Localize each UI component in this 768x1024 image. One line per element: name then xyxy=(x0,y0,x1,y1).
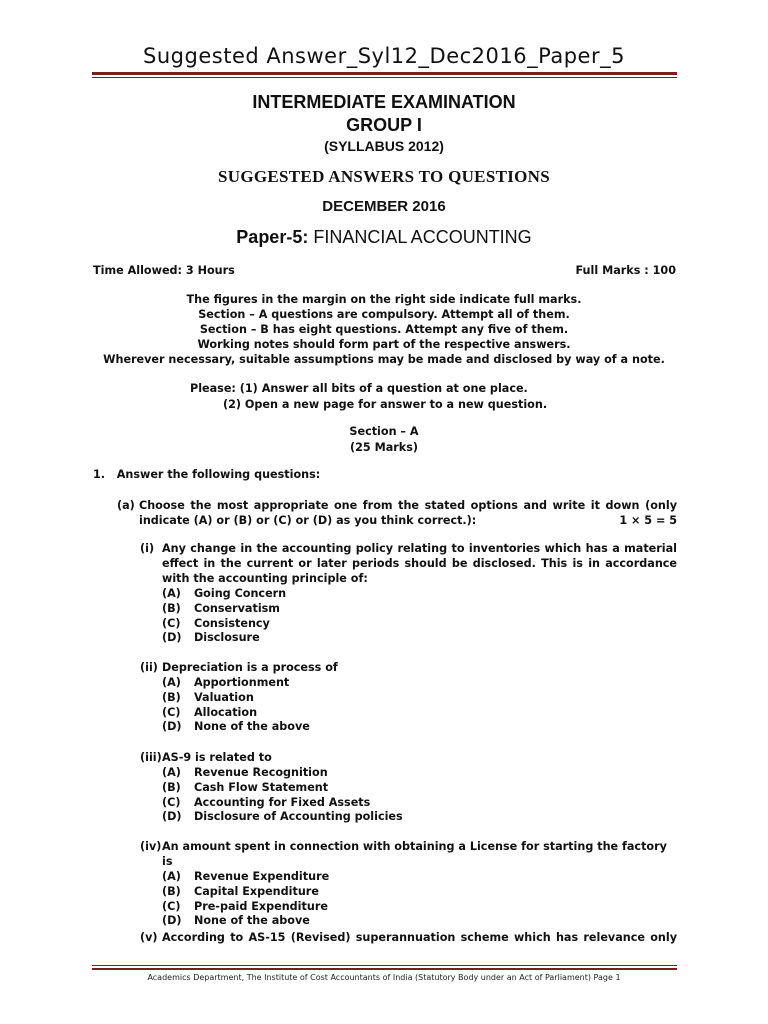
page-footer: Academics Department, The Institute of Cost Accountants of India (Statutory Body under an Act of Parliament) Page 1 xyxy=(147,973,621,982)
option-key: (A) xyxy=(162,766,181,779)
option-text: Allocation xyxy=(194,705,258,719)
running-head: Suggested Answer_Syl12_Dec2016_Paper_5 xyxy=(143,44,625,68)
option-text: Capital Expenditure xyxy=(194,884,319,898)
mcq-stem-line: with the accounting principle of: xyxy=(162,572,368,585)
header-rule-thin xyxy=(92,77,677,78)
option-key: (C) xyxy=(162,795,181,809)
paper-title xyxy=(0,227,768,248)
mcq-options xyxy=(140,869,677,928)
mcq-number: (iv) xyxy=(140,840,162,853)
mcq-option xyxy=(162,884,677,899)
option-text: Revenue Recognition xyxy=(194,766,328,779)
option-text: Disclosure xyxy=(194,631,260,645)
instruction-line: Wherever necessary, suitable assumptions may be made and disclosed by way of a note. xyxy=(103,353,665,366)
paper-prefix: Paper-5: xyxy=(236,227,314,247)
option-text: Consistency xyxy=(194,616,270,630)
option-key: (D) xyxy=(162,720,182,734)
instruction-line: Section – A questions are compulsory. Attempt all of them. xyxy=(198,308,570,321)
question-1a xyxy=(117,498,677,528)
mcq-option xyxy=(162,719,677,734)
option-key: (D) xyxy=(162,810,182,824)
option-key: (C) xyxy=(162,705,181,719)
instruction-line: The figures in the margin on the right side indicate full marks. xyxy=(186,293,582,306)
mcq-stem-line: Depreciation is a process of xyxy=(162,661,338,674)
mcq-number: (ii) xyxy=(140,661,158,674)
mcq-stem-line: According to AS-15 (Revised) superannuation scheme which has relevance only xyxy=(162,931,677,944)
please-note xyxy=(190,381,547,413)
question-1a-label: (a) xyxy=(117,499,135,512)
please-line-1: Please: (1) Answer all bits of a question at one place. xyxy=(190,382,528,395)
option-text: Disclosure of Accounting policies xyxy=(194,810,403,824)
mcq-item-v xyxy=(140,930,677,945)
mcq-option xyxy=(162,795,677,810)
option-key: (D) xyxy=(162,914,182,928)
option-text: Pre-paid Expenditure xyxy=(194,899,328,913)
mcq-options xyxy=(140,586,677,645)
mcq-item-iii xyxy=(140,750,677,824)
option-key: (B) xyxy=(162,690,181,704)
mcq-option xyxy=(162,616,677,631)
mcq-option xyxy=(162,630,677,645)
option-key: (A) xyxy=(162,676,181,689)
mcq-stem-line: effect in the current or later periods should be disclosed. This is in accordance xyxy=(162,557,677,570)
session-title: DECEMBER 2016 xyxy=(322,198,446,215)
header-rule xyxy=(92,72,677,75)
mcq-option xyxy=(162,586,677,601)
section-heading xyxy=(0,424,768,456)
mcq-option xyxy=(162,601,677,616)
section-title: Section – A xyxy=(349,425,419,438)
group-title: GROUP I xyxy=(346,115,422,135)
mcq-number: (i) xyxy=(140,542,155,555)
mcq-option xyxy=(162,809,677,824)
mcq-option xyxy=(162,899,677,914)
full-marks: Full Marks : 100 xyxy=(575,264,676,277)
option-key: (C) xyxy=(162,899,181,913)
option-key: (B) xyxy=(162,884,181,898)
option-text: None of the above xyxy=(194,914,310,928)
option-text: Accounting for Fixed Assets xyxy=(194,795,371,809)
mcq-option xyxy=(162,869,677,884)
footer-rule xyxy=(92,968,677,970)
instruction-line: Working notes should form part of the respective answers. xyxy=(197,338,571,351)
mcq-stem-line: An amount spent in connection with obtaining a License for starting the factory is xyxy=(162,840,667,868)
mcq-options xyxy=(140,675,677,734)
option-key: (B) xyxy=(162,780,181,794)
option-text: Apportionment xyxy=(194,676,290,689)
paper-name: FINANCIAL ACCOUNTING xyxy=(313,227,532,247)
option-key: (C) xyxy=(162,616,181,630)
option-text: Going Concern xyxy=(194,587,287,600)
option-key: (A) xyxy=(162,587,181,600)
question-1a-line2: indicate (A) or (B) or (C) or (D) as you think correct.): xyxy=(139,514,477,527)
syllabus-title: (SYLLABUS 2012) xyxy=(324,138,444,154)
option-key: (D) xyxy=(162,631,182,645)
option-key: (A) xyxy=(162,870,181,883)
footer-rule-thin xyxy=(92,965,677,966)
option-text: Valuation xyxy=(194,690,254,704)
option-text: Revenue Expenditure xyxy=(194,870,330,883)
question-1a-marks: 1 × 5 = 5 xyxy=(619,514,677,527)
mcq-option xyxy=(162,675,677,690)
option-text: Cash Flow Statement xyxy=(194,780,329,794)
question-1a-line1: Choose the most appropriate one from the stated options and write it down (only xyxy=(139,499,677,512)
option-key: (B) xyxy=(162,601,181,615)
mcq-number: (iii) xyxy=(140,751,162,764)
mcq-stem-line: AS-9 is related to xyxy=(162,751,272,764)
please-line-2: (2) Open a new page for answer to a new question. xyxy=(223,398,548,411)
mcq-item-i xyxy=(140,541,677,645)
mcq-option xyxy=(162,765,677,780)
suggested-answers-title: SUGGESTED ANSWERS TO QUESTIONS xyxy=(218,167,550,186)
mcq-item-iv xyxy=(140,839,677,928)
instructions xyxy=(0,292,768,367)
exam-title: INTERMEDIATE EXAMINATION xyxy=(252,92,516,112)
mcq-option xyxy=(162,690,677,705)
option-text: Conservatism xyxy=(194,601,280,615)
mcq-option xyxy=(162,780,677,795)
mcq-item-ii xyxy=(140,660,677,734)
section-marks: (25 Marks) xyxy=(350,441,418,454)
mcq-options xyxy=(140,765,677,824)
mcq-number: (v) xyxy=(140,931,158,944)
mcq-option xyxy=(162,913,677,928)
mcq-stem-line: Any change in the accounting policy relating to inventories which has a material xyxy=(162,542,677,555)
mcq-option xyxy=(162,705,677,720)
option-text: None of the above xyxy=(194,720,310,734)
time-allowed: Time Allowed: 3 Hours xyxy=(93,264,235,277)
question-1-label: 1. Answer the following questions: xyxy=(93,468,321,481)
instruction-line: Section – B has eight questions. Attempt any five of them. xyxy=(199,323,569,336)
